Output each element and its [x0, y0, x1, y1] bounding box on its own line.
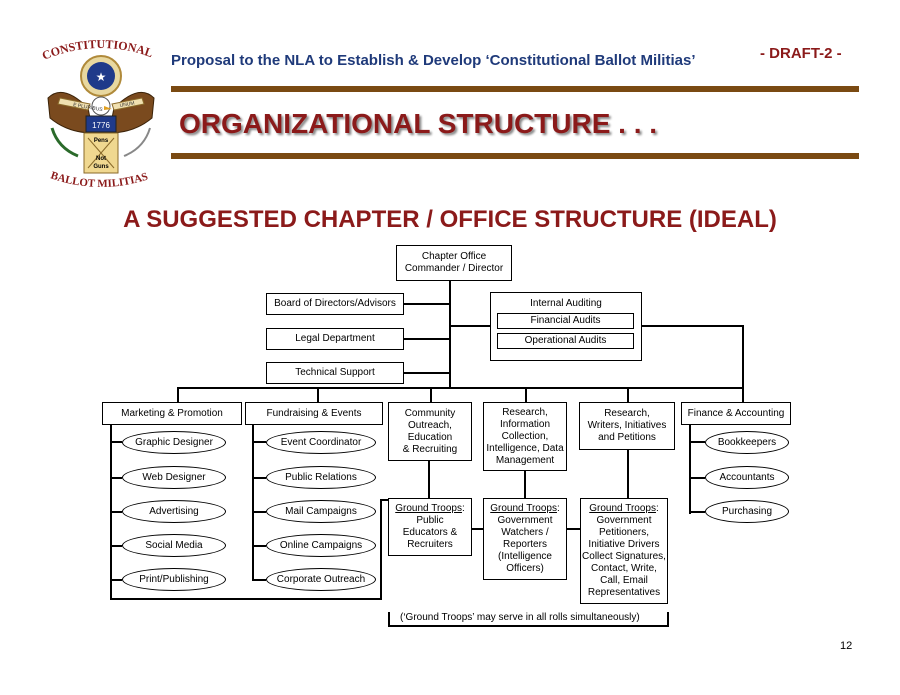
bookkeepers-oval: Bookkeepers — [705, 431, 789, 454]
graphic-designer-oval: Graphic Designer — [122, 431, 226, 454]
social-media-oval: Social Media — [122, 534, 226, 557]
ground-troops-note: (‘Ground Troops’ may serve in all rolls simultaneously) — [400, 612, 640, 623]
logo-scroll-mid: Not — [96, 156, 106, 162]
research-information-box: Research, Information Collection, Intelligence, Data Management — [483, 402, 567, 471]
chapter-office-box: Chapter Office Commander / Director — [396, 245, 512, 281]
corporate-outreach-oval: Corporate Outreach — [266, 568, 376, 591]
logo-scroll-top: Pens — [93, 138, 109, 144]
logo-banner-left: E PLURIBUS — [72, 102, 103, 114]
page-number: 12 — [840, 640, 853, 652]
ground-troops-research-box: Ground Troops: Government Watchers / Reporters (Intelligence Officers) — [483, 498, 567, 580]
logo-year: 1776 — [92, 121, 110, 130]
legal-department-box: Legal Department — [266, 328, 404, 350]
header-rule-top — [171, 86, 859, 92]
header-rule-bottom — [171, 153, 859, 159]
print-publishing-oval: Print/Publishing — [122, 568, 226, 591]
logo-banner-right: UNUM — [119, 100, 136, 109]
purchasing-oval: Purchasing — [705, 500, 789, 523]
technical-support-box: Technical Support — [266, 362, 404, 384]
section-title: ORGANIZATIONAL STRUCTURE . . . — [179, 108, 658, 139]
draft-label: - DRAFT-2 - — [760, 45, 842, 62]
finance-accounting-box: Finance & Accounting — [681, 402, 791, 425]
advertising-oval: Advertising — [122, 500, 226, 523]
logo-top-text: CONSTITUTIONAL — [40, 38, 155, 63]
fundraising-events-box: Fundraising & Events — [245, 402, 383, 425]
ground-troops-writers-box: Ground Troops: Government Petitioners, Initiative Drivers Collect Signatures, Contact, Write, Call, Email Representatives — [580, 498, 668, 604]
operational-audits-box: Operational Audits — [497, 333, 634, 349]
event-coordinator-oval: Event Coordinator — [266, 431, 376, 454]
main-title: A SUGGESTED CHAPTER / OFFICE STRUCTURE (IDEAL) — [123, 206, 777, 233]
accountants-oval: Accountants — [705, 466, 789, 489]
board-box: Board of Directors/Advisors — [266, 293, 404, 315]
web-designer-oval: Web Designer — [122, 466, 226, 489]
proposal-subtitle: Proposal to the NLA to Establish & Develop ‘Constitutional Ballot Militias’ — [171, 52, 696, 69]
logo-scroll-bot: Guns — [93, 164, 109, 170]
research-writers-box: Research, Writers, Initiatives and Petitions — [579, 402, 675, 450]
ground-troops-community-box: Ground Troops: Public Educators & Recruiters — [388, 498, 472, 556]
financial-audits-box: Financial Audits — [497, 313, 634, 329]
mail-campaigns-oval: Mail Campaigns — [266, 500, 376, 523]
internal-auditing-title: Internal Auditing — [530, 298, 602, 309]
svg-text:★: ★ — [95, 70, 107, 84]
community-outreach-box: Community Outreach, Education & Recruiting — [388, 402, 472, 461]
constitutional-ballot-militias-logo — [38, 38, 164, 190]
online-campaigns-oval: Online Campaigns — [266, 534, 376, 557]
public-relations-oval: Public Relations — [266, 466, 376, 489]
marketing-promotion-box: Marketing & Promotion — [102, 402, 242, 425]
logo-bottom-text: BALLOT MILITIAS — [49, 169, 150, 190]
